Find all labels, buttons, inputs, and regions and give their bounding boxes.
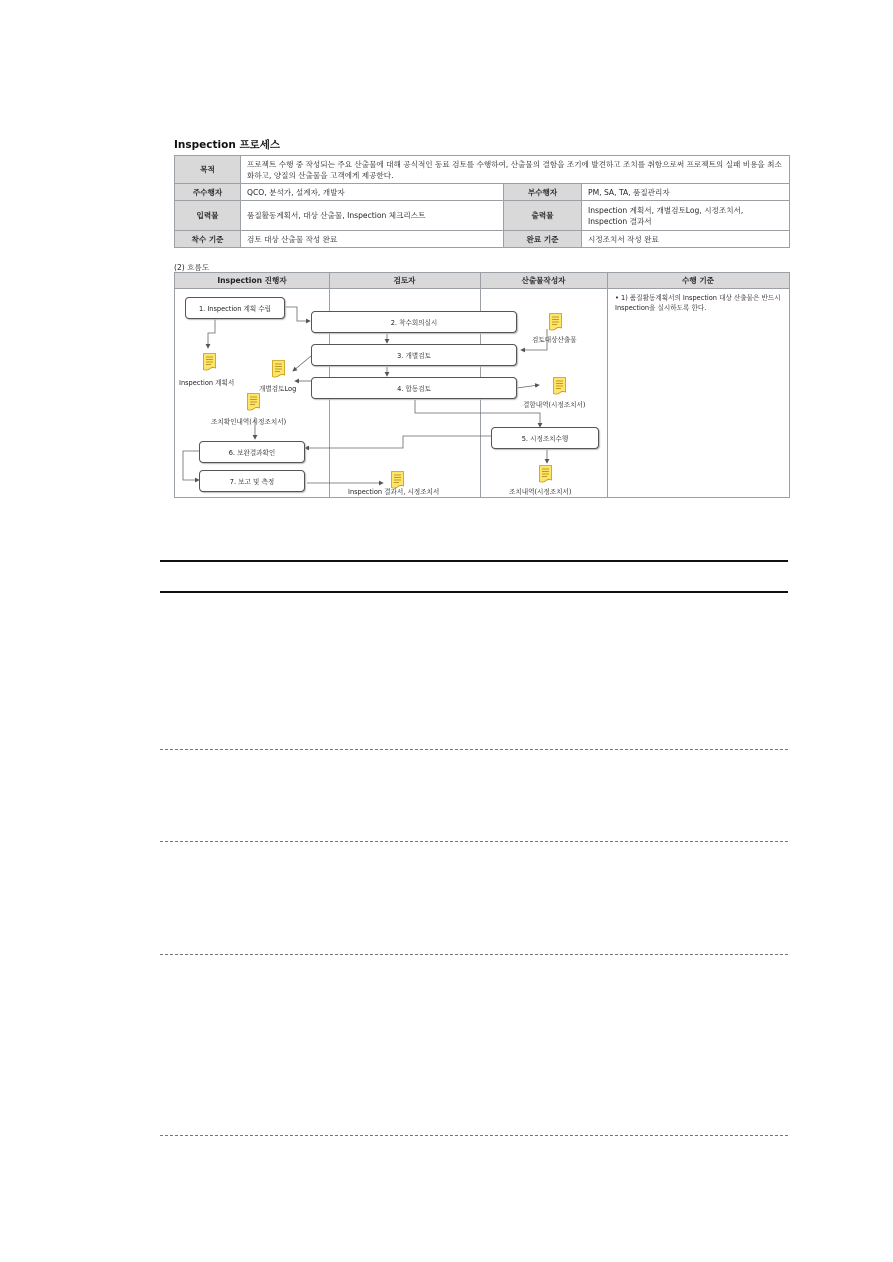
process-title: Inspection 프로세스 <box>174 139 281 151</box>
step-7-box: 7. 보고 및 측정 <box>199 470 305 492</box>
criteria-text: 1) 품질활동계획서의 Inspection 대상 산출물은 반드시 Inspection을 실시하도록 한다. <box>615 294 781 313</box>
doc-label-action-details: 조치내역(시정조치서) <box>509 488 572 496</box>
bullet-icon: • <box>615 294 619 302</box>
doc-label-review-target: 검토대상산출물 <box>532 336 577 344</box>
end-criteria-label: 완료 기준 <box>504 231 582 248</box>
lane-header-criteria: 수행 기준 <box>607 273 789 289</box>
end-criteria-value: 시정조치서 작성 완료 <box>582 231 790 248</box>
table-header-rule <box>160 591 788 593</box>
purpose-label: 목적 <box>175 156 241 184</box>
document-icon <box>247 393 260 411</box>
step-3-box: 3. 개별검토 <box>311 344 517 366</box>
process-info-table <box>174 155 790 248</box>
document-icon <box>539 465 552 483</box>
row-divider <box>160 1135 788 1136</box>
step-6-box: 6. 보완결과확인 <box>199 441 305 463</box>
row-divider <box>160 841 788 842</box>
input-label: 입력물 <box>175 201 241 231</box>
input-value: 품질활동계획서, 대상 산출물, Inspection 체크리스트 <box>241 201 504 231</box>
lane-header-reviewer: 검토자 <box>329 273 480 289</box>
doc-label-inspection-result: Inspection 결과서, 시정조치서 <box>348 488 440 496</box>
output-label: 출력물 <box>504 201 582 231</box>
doc-label-action-check: 조치확인내역(시정조치서) <box>211 418 287 426</box>
sub-actor-value: PM, SA, TA, 품질관리자 <box>582 184 790 201</box>
start-criteria-value: 검토 대상 산출물 작성 완료 <box>241 231 504 248</box>
step-4-box: 4. 합동검토 <box>311 377 517 399</box>
row-divider <box>160 954 788 955</box>
document-icon <box>549 313 562 331</box>
criteria-bullet <box>615 293 785 313</box>
flowchart-label: (2) 흐름도 <box>174 263 210 272</box>
step-2-box: 2. 착수회의실시 <box>311 311 517 333</box>
doc-label-review-log: 개별검토Log <box>259 385 297 393</box>
output-value: Inspection 계획서, 개별검토Log, 시정조치서, Inspection 결과서 <box>582 201 790 231</box>
purpose-text: 프로젝트 수행 중 작성되는 주요 산출물에 대해 공식적인 동료 검토를 수행하여, 산출물의 결함을 조기에 발견하고 조치를 취함으로써 프로젝트의 실패 비용을 최소화하고, 양질의 산출물을 고객에게 제공한다. <box>241 156 790 184</box>
step-5-box: 5. 시정조치수행 <box>491 427 599 449</box>
sub-actor-label: 부수행자 <box>504 184 582 201</box>
document-icon <box>272 360 285 378</box>
table-top-rule <box>160 560 788 562</box>
row-divider <box>160 749 788 750</box>
doc-label-defects: 결함내역(시정조치서) <box>523 401 586 409</box>
flowchart <box>174 272 790 498</box>
document-icon <box>203 353 216 371</box>
lane-header-facilitator: Inspection 진행자 <box>175 273 329 289</box>
main-actor-label: 주수행자 <box>175 184 241 201</box>
start-criteria-label: 착수 기준 <box>175 231 241 248</box>
lane-header-author: 산출물작성자 <box>480 273 607 289</box>
step-1-box: 1. Inspection 계획 수립 <box>185 297 285 319</box>
document-icon <box>553 377 566 395</box>
doc-label-inspection-plan: Inspection 계획서 <box>179 379 235 387</box>
main-actor-value: QCO, 분석가, 설계자, 개발자 <box>241 184 504 201</box>
